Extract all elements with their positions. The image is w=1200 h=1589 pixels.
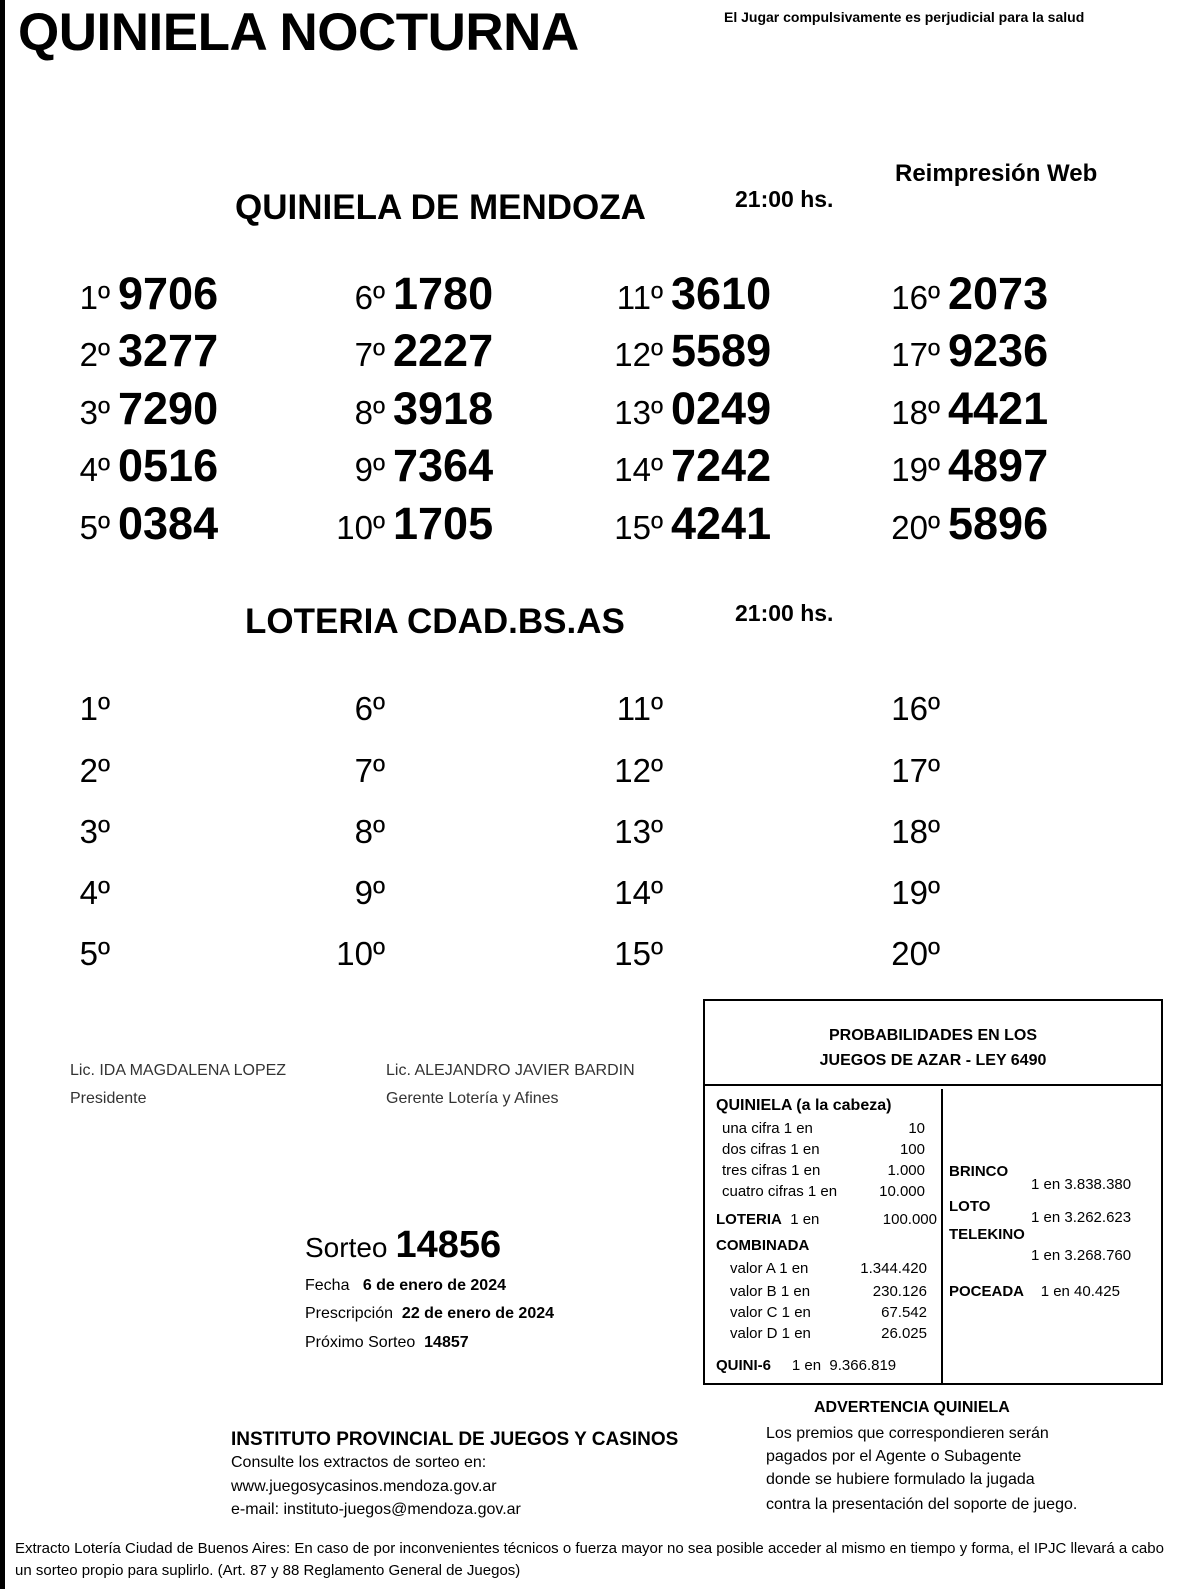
ba-position-label: 16º — [891, 690, 940, 727]
prob-tres-value: 1.000 — [887, 1162, 925, 1179]
prob-dos-label: dos cifras 1 en — [722, 1141, 820, 1158]
probabilities-header — [705, 1001, 1161, 1086]
mendoza-result-5 — [30, 498, 218, 550]
mendoza-result-18 — [860, 383, 1048, 435]
ba-position-label: 14º — [614, 874, 663, 911]
mendoza-position-label: 15º — [614, 509, 663, 546]
ba-result-3 — [30, 813, 110, 851]
prob-loteria-value: 100.000 — [882, 1211, 937, 1228]
next-draw-line — [305, 1334, 469, 1352]
mendoza-winning-number: 3277 — [118, 325, 219, 376]
ba-result-6 — [305, 690, 385, 728]
mendoza-position-label: 7º — [354, 336, 385, 373]
reprint-label: Reimpresión Web — [895, 160, 1098, 187]
mendoza-position-label: 1º — [79, 279, 110, 316]
mendoza-position-label: 19º — [891, 451, 940, 488]
mendoza-result-1 — [30, 268, 218, 320]
ba-result-20 — [860, 935, 940, 973]
mendoza-winning-number: 4421 — [948, 383, 1049, 434]
ba-position-label: 9º — [354, 874, 385, 911]
prob-poceada-value: 1 en 40.425 — [1040, 1283, 1120, 1300]
mendoza-result-9 — [305, 440, 493, 492]
next-draw-number: 14857 — [424, 1334, 469, 1351]
ba-result-17 — [860, 752, 940, 790]
institute-website: www.juegosycasinos.mendoza.gov.ar — [231, 1478, 497, 1495]
ba-position-label: 5º — [79, 935, 110, 972]
prob-loteria-line — [716, 1211, 819, 1228]
probabilities-divider — [941, 1089, 943, 1383]
mendoza-result-13 — [583, 383, 771, 435]
ba-result-8 — [305, 813, 385, 851]
ba-result-2 — [30, 752, 110, 790]
ba-position-label: 4º — [79, 874, 110, 911]
prob-b-label: valor B 1 en — [730, 1283, 811, 1300]
prob-quini6-label: QUINI-6 — [716, 1357, 772, 1374]
mendoza-position-label: 2º — [79, 336, 110, 373]
prob-loteria-label: LOTERIA — [716, 1211, 782, 1228]
mendoza-position-label: 6º — [354, 279, 385, 316]
mendoza-section-title: QUINIELA DE MENDOZA — [235, 188, 646, 227]
mendoza-result-20 — [860, 498, 1048, 550]
mendoza-result-10 — [305, 498, 493, 550]
advertencia-title: ADVERTENCIA QUINIELA — [814, 1399, 1010, 1416]
ba-position-label: 19º — [891, 874, 940, 911]
health-warning: El Jugar compulsivamente es perjudicial para la salud — [724, 9, 1085, 25]
prob-quiniela-label: QUINIELA (a la cabeza) — [716, 1097, 892, 1114]
prob-poceada-line — [949, 1283, 1120, 1300]
mendoza-position-label: 16º — [891, 279, 940, 316]
advertencia-line-1: Los premios que correspondieren serán — [766, 1425, 1049, 1442]
mendoza-result-2 — [30, 325, 218, 377]
mendoza-position-label: 18º — [891, 394, 940, 431]
ba-result-13 — [583, 813, 663, 851]
probabilities-box — [703, 999, 1163, 1385]
mendoza-winning-number: 7242 — [671, 440, 772, 491]
mendoza-winning-number: 2073 — [948, 268, 1049, 319]
mendoza-winning-number: 2227 — [393, 325, 494, 376]
ba-result-5 — [30, 935, 110, 973]
mendoza-winning-number: 0249 — [671, 383, 772, 434]
ba-position-label: 11º — [616, 690, 663, 727]
mendoza-position-label: 8º — [354, 394, 385, 431]
prob-dos-value: 100 — [899, 1141, 925, 1158]
prescription-label: Prescripción — [305, 1305, 394, 1322]
ba-result-10 — [305, 935, 385, 973]
mendoza-winning-number: 4241 — [671, 498, 772, 549]
mendoza-winning-number: 3918 — [393, 383, 494, 434]
prob-una-label: una cifra 1 en — [722, 1120, 813, 1137]
ba-result-12 — [583, 752, 663, 790]
ba-position-label: 13º — [614, 813, 663, 850]
prob-quini6-en: 1 en — [791, 1357, 822, 1374]
mendoza-position-label: 12º — [614, 336, 663, 373]
prescription-line — [305, 1305, 554, 1323]
ba-position-label: 15º — [614, 935, 663, 972]
page-title: QUINIELA NOCTURNA — [18, 3, 579, 62]
draw-date-line — [305, 1277, 506, 1295]
prob-c-label: valor C 1 en — [730, 1304, 811, 1321]
mendoza-position-label: 14º — [614, 451, 663, 488]
prob-a-value: 1.344.420 — [860, 1260, 927, 1277]
probabilities-title-1: PROBABILIDADES EN LOS — [828, 1027, 1037, 1044]
mendoza-position-label: 5º — [79, 509, 110, 546]
prob-cuatro-value: 10.000 — [879, 1183, 925, 1200]
manager-name: Lic. ALEJANDRO JAVIER BARDIN — [386, 1062, 635, 1079]
ba-position-label: 7º — [354, 752, 385, 789]
mendoza-result-16 — [860, 268, 1048, 320]
prob-telekino-value: 1 en 3.268.760 — [1031, 1247, 1132, 1264]
mendoza-winning-number: 5896 — [948, 498, 1049, 549]
footer-note: Extracto Lotería Ciudad de Buenos Aires: En caso de por inconvenientes técnicos o fuerza mayor no sea posible acceder al mismo en tiempo y forma, el IPJC llevará a cabo un sorteo propio para suplirlo. (Art. 87 y 88 Reglamento General de Juegos) — [15, 1540, 1164, 1579]
prob-cuatro-label: cuatro cifras 1 en — [722, 1183, 838, 1200]
draw-label: Sorteo — [305, 1232, 388, 1263]
mendoza-position-label: 4º — [79, 451, 110, 488]
mendoza-result-17 — [860, 325, 1048, 377]
draw-date-label: Fecha — [305, 1277, 350, 1294]
advertencia-line-2: pagados por el Agente o Subagente — [766, 1448, 1022, 1465]
mendoza-result-6 — [305, 268, 493, 320]
ba-result-16 — [860, 690, 940, 728]
mendoza-winning-number: 7290 — [118, 383, 219, 434]
ba-result-15 — [583, 935, 663, 973]
mendoza-winning-number: 1705 — [393, 498, 494, 549]
manager-role: Gerente Lotería y Afines — [386, 1090, 559, 1107]
ba-result-4 — [30, 874, 110, 912]
prob-brinco-label: BRINCO — [949, 1163, 1009, 1180]
institute-name: INSTITUTO PROVINCIAL DE JUEGOS Y CASINOS — [231, 1429, 679, 1450]
ba-result-7 — [305, 752, 385, 790]
mendoza-position-label: 9º — [354, 451, 385, 488]
prob-telekino-label: TELEKINO — [949, 1226, 1025, 1243]
ba-section-title: LOTERIA CDAD.BS.AS — [245, 602, 625, 641]
mendoza-position-label: 17º — [891, 336, 940, 373]
president-role: Presidente — [70, 1090, 147, 1107]
prob-loteria-en: 1 en — [790, 1211, 820, 1228]
draw-number-line — [305, 1224, 501, 1267]
ba-position-label: 20º — [891, 935, 940, 972]
president-name: Lic. IDA MAGDALENA LOPEZ — [70, 1062, 287, 1079]
mendoza-position-label: 13º — [614, 394, 663, 431]
prescription-date: 22 de enero de 2024 — [401, 1305, 555, 1322]
ba-draw-time: 21:00 hs. — [735, 600, 834, 626]
ba-position-label: 3º — [79, 813, 110, 850]
mendoza-result-3 — [30, 383, 218, 435]
institute-consult: Consulte los extractos de sorteo en: — [231, 1454, 487, 1471]
ba-position-label: 2º — [79, 752, 110, 789]
mendoza-position-label: 11º — [616, 279, 663, 316]
mendoza-winning-number: 0516 — [118, 440, 219, 491]
prob-combinada-label: COMBINADA — [716, 1237, 810, 1254]
ba-result-11 — [583, 690, 663, 728]
institute-email: e-mail: instituto-juegos@mendoza.gov.ar — [231, 1501, 521, 1518]
mendoza-winning-number: 4897 — [948, 440, 1049, 491]
ba-result-9 — [305, 874, 385, 912]
mendoza-winning-number: 1780 — [393, 268, 494, 319]
next-draw-label: Próximo Sorteo — [305, 1334, 416, 1351]
prob-c-value: 67.542 — [881, 1304, 927, 1321]
mendoza-result-4 — [30, 440, 218, 492]
draw-number: 14856 — [395, 1224, 502, 1266]
prob-quini6-line — [716, 1357, 896, 1374]
ba-result-19 — [860, 874, 940, 912]
prob-a-label: valor A 1 en — [730, 1260, 809, 1277]
advertencia-line-3: donde se hubiere formulado la jugada — [766, 1471, 1035, 1488]
prob-b-value: 230.126 — [872, 1283, 927, 1300]
mendoza-result-14 — [583, 440, 771, 492]
ba-position-label: 6º — [354, 690, 385, 727]
mendoza-winning-number: 5589 — [671, 325, 772, 376]
probabilities-title-2: JUEGOS DE AZAR - LEY 6490 — [819, 1052, 1047, 1069]
ba-position-label: 8º — [354, 813, 385, 850]
ba-result-14 — [583, 874, 663, 912]
ba-position-label: 10º — [336, 935, 385, 972]
mendoza-draw-time: 21:00 hs. — [735, 186, 834, 212]
prob-una-value: 10 — [908, 1120, 925, 1137]
prob-poceada-label: POCEADA — [949, 1283, 1025, 1300]
mendoza-result-11 — [583, 268, 771, 320]
ba-result-18 — [860, 813, 940, 851]
ba-position-label: 12º — [614, 752, 663, 789]
mendoza-result-7 — [305, 325, 493, 377]
mendoza-winning-number: 9706 — [118, 268, 219, 319]
mendoza-winning-number: 3610 — [671, 268, 772, 319]
prob-quini6-value: 9.366.819 — [829, 1357, 897, 1374]
prob-loto-label: LOTO — [949, 1198, 991, 1215]
draw-date: 6 de enero de 2024 — [362, 1277, 506, 1294]
mendoza-winning-number: 0384 — [118, 498, 219, 549]
ba-result-1 — [30, 690, 110, 728]
ba-position-label: 1º — [79, 690, 110, 727]
ba-position-label: 17º — [891, 752, 940, 789]
mendoza-result-15 — [583, 498, 771, 550]
mendoza-result-19 — [860, 440, 1048, 492]
mendoza-winning-number: 7364 — [393, 440, 494, 491]
prob-d-label: valor D 1 en — [730, 1325, 811, 1342]
prob-brinco-value: 1 en 3.838.380 — [1031, 1176, 1132, 1193]
page-border — [0, 0, 5, 1589]
prob-loto-value: 1 en 3.262.623 — [1031, 1209, 1132, 1226]
mendoza-position-label: 3º — [79, 394, 110, 431]
mendoza-position-label: 10º — [336, 509, 385, 546]
mendoza-result-12 — [583, 325, 771, 377]
advertencia-line-4: contra la presentación del soporte de juego. — [766, 1496, 1078, 1513]
ba-position-label: 18º — [891, 813, 940, 850]
mendoza-result-8 — [305, 383, 493, 435]
prob-tres-label: tres cifras 1 en — [722, 1162, 821, 1179]
mendoza-position-label: 20º — [891, 509, 940, 546]
mendoza-winning-number: 9236 — [948, 325, 1049, 376]
prob-d-value: 26.025 — [881, 1325, 927, 1342]
